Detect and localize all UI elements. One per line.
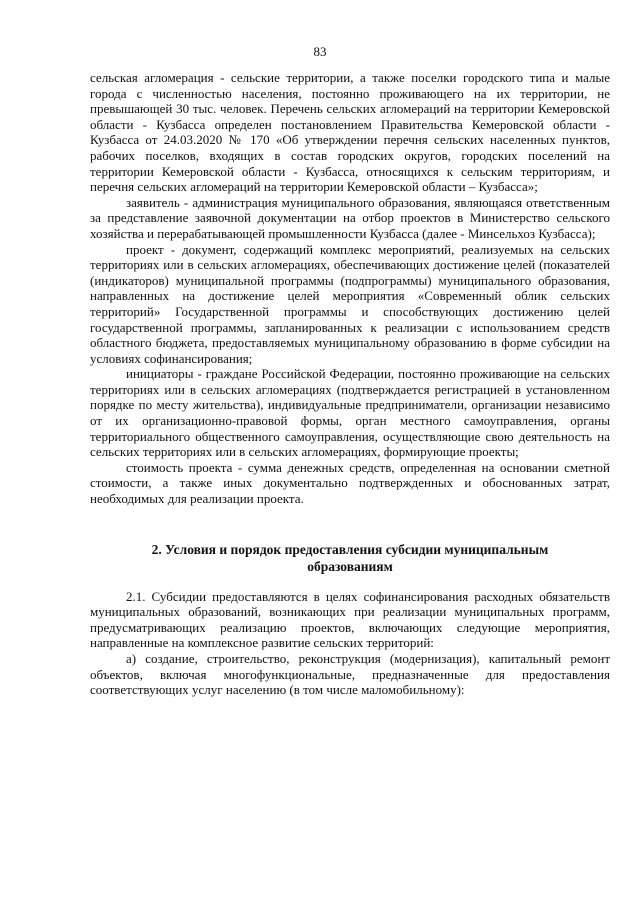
definition-initiators: инициаторы - граждане Российской Федерации, постоянно проживающие на сельских территориях или в сельских агломерациях (подтверждается регистрацией в установленном порядке по месту жительства), индивидуальные предприниматели, организации независимо от их организационно-правовой формы, орган местного самоуправления, органы территориального общественного самоуправления, осуществляющие свою деятельность на сельских территориях или в сельских агломерациях, формирующие проекты; [90, 366, 610, 460]
clause-2-1-a: а) создание, строительство, реконструкция (модернизация), капитальный ремонт объектов, включая многофункциональные, предназначенные для предоставления соответствующих услуг населению (в том числе маломобильному): [90, 651, 610, 698]
definition-rural-agglomeration: сельская агломерация - сельские территории, а также поселки городского типа и малые города с численностью населения, постоянно проживающего на их территории, не превышающей 30 тыс. человек. Перечень сельских агломераций на территории Кемеровской области - Кузбасса определен постановлением Правительства Кемеровской области - Кузбасса от 24.03.2020 № 170 «Об утверждении перечня сельских населенных пунктов, рабочих поселков, входящих в состав городских округов, городских поселений на территории Кемеровской области - Кузбасса, относящихся к сельским территориям, и перечня сельских агломераций на территории Кемеровской области – Кузбасса»; [90, 70, 610, 195]
section-heading [90, 541, 610, 575]
definition-applicant: заявитель - администрация муниципального образования, являющаяся ответственным за представление заявочной документации на отбор проектов в Министерство сельского хозяйства и перерабатывающей промышленности Кузбасса (далее - Минсельхоз Кузбасса); [90, 194, 610, 241]
clause-2-1: 2.1. Субсидии предоставляются в целях софинансирования расходных обязательств муниципальных образований, возникающих при реализации муниципальных программ, предусматривающих реализацию проектов, включающих следующие мероприятия, направленные на комплексное развитие сельских территорий: [90, 588, 610, 651]
document-body [90, 70, 610, 698]
definition-project: проект - документ, содержащий комплекс мероприятий, реализуемых на сельских территориях или в сельских агломерациях, обеспечивающих достижение целей (показателей (индикаторов) муниципальной программы (подпрограммы) муниципального образования, направленных на достижение целей мероприятия «Современный облик сельских территорий» Государственной программы и способствующих достижению целей государственной программы, запланированных к реализации с использованием средств областного бюджета, предоставляемых муниципальному образованию в форме субсидии на условиях софинансирования; [90, 241, 610, 366]
page-number: 83 [313, 44, 327, 59]
section-heading-line1: 2. Условия и порядок предоставления субсидии муниципальным [151, 541, 549, 557]
section-heading-line2: образованиям [307, 558, 393, 574]
definition-project-cost: стоимость проекта - сумма денежных средств, определенная на основании сметной стоимости, а также иных документально подтвержденных и обоснованных затрат, необходимых для реализации проекта. [90, 459, 610, 507]
